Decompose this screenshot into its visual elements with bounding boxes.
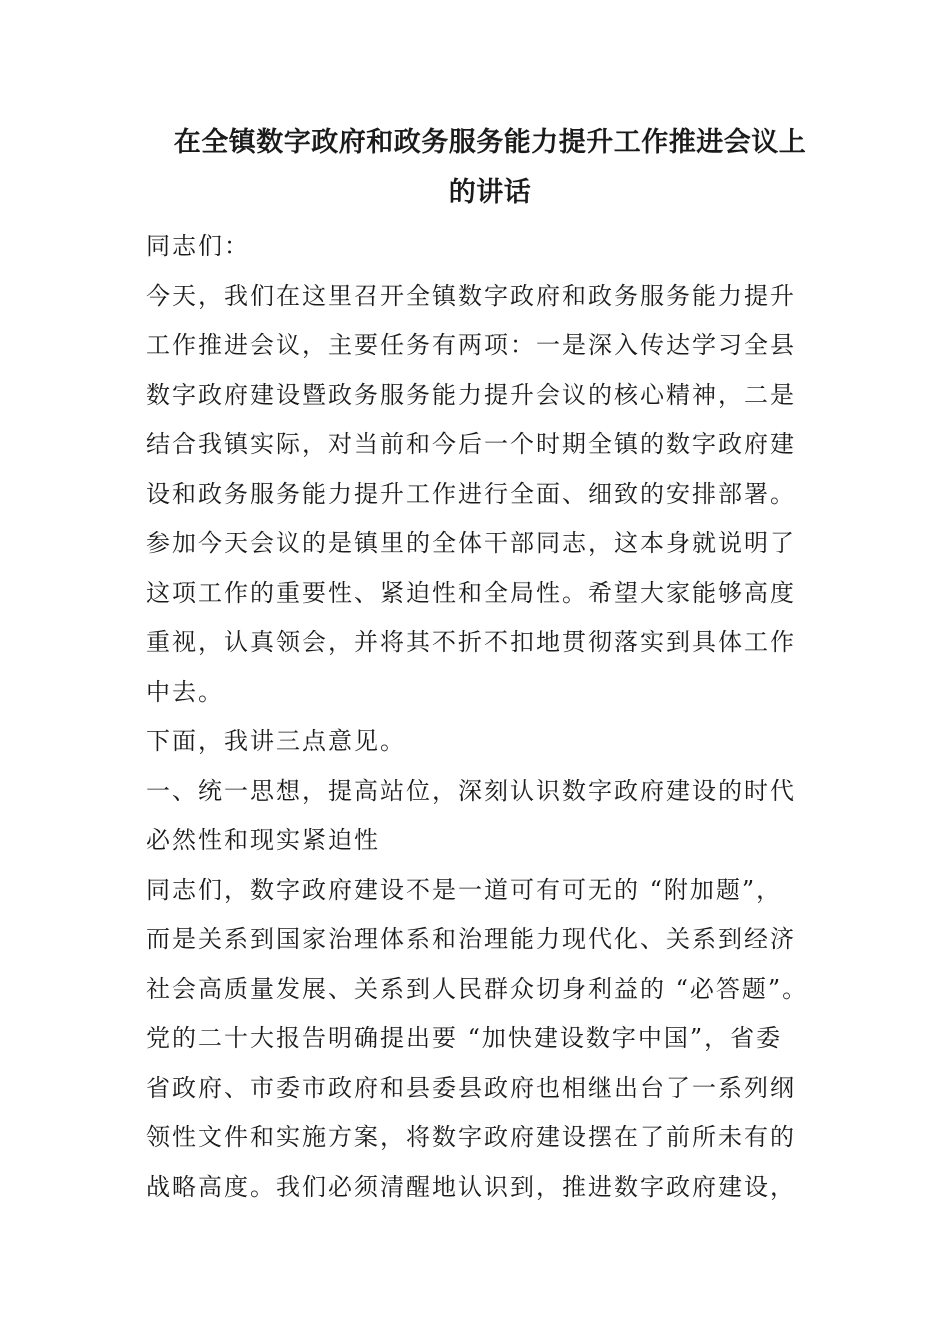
text-line: 工作推进会议，主要任务有两项：一是深入传达学习全县 (146, 331, 796, 359)
intro-paragraph (146, 272, 834, 718)
text-line: 数字政府建设暨政务服务能力提升会议的核心精神，二是 (146, 380, 796, 409)
document-title (146, 118, 834, 218)
text-line: 省政府、市委市政府和县委县政府也相继出台了一系列纲 (146, 1073, 796, 1102)
text-line: 中去。 (146, 677, 224, 706)
text-line: 党的二十大报告明确提出要 “加快建设数字中国”，省委 (146, 1024, 783, 1052)
section-paragraph (146, 866, 834, 1213)
text-line: 下面，我讲三点意见。 (146, 727, 406, 755)
title-line: 的讲话 (448, 177, 532, 208)
text-line: 设和政务服务能力提升工作进行全面、细致的安排部署。 (146, 479, 796, 508)
transition-paragraph (146, 717, 834, 767)
text-line: 同志们，数字政府建设不是一道可有可无的 “附加题”， (146, 875, 783, 904)
section-heading (146, 767, 834, 866)
text-line: 结合我镇实际，对当前和今后一个时期全镇的数字政府建 (146, 430, 796, 458)
text-line: 领性文件和实施方案，将数字政府建设摆在了前所未有的 (146, 1123, 796, 1151)
title-line: 在全镇数字政府和政务服务能力提升工作推进会议上 (173, 127, 807, 158)
salutation-paragraph (146, 222, 834, 272)
text-line: 同志们： (146, 232, 250, 260)
text-line: 重视，认真领会，并将其不折不扣地贯彻落实到具体工作 (146, 628, 796, 656)
text-line: 这项工作的重要性、紧迫性和全局性。希望大家能够高度 (146, 578, 796, 607)
text-line: 必然性和现实紧迫性 (146, 826, 380, 854)
text-line: 而是关系到国家治理体系和治理能力现代化、关系到经济 (146, 925, 796, 953)
text-line: 今天，我们在这里召开全镇数字政府和政务服务能力提升 (146, 281, 796, 310)
document-page (146, 118, 834, 1212)
text-line: 战略高度。我们必须清醒地认识到，推进数字政府建设， (146, 1172, 796, 1201)
text-line: 社会高质量发展、关系到人民群众切身利益的 “必答题”。 (146, 974, 809, 1003)
text-line: 参加今天会议的是镇里的全体干部同志，这本身就说明了 (146, 529, 796, 557)
text-line: 一、统一思想，提高站位，深刻认识数字政府建设的时代 (146, 776, 796, 805)
document-body (146, 222, 834, 1212)
